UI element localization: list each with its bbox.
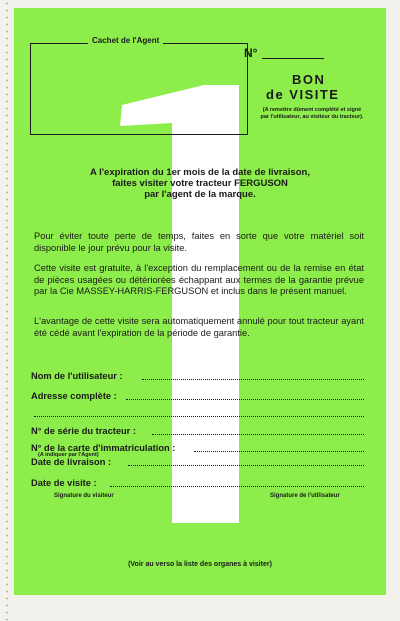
perforation-edge: [6, 0, 8, 621]
visitor-signature-label: Signature du visiteur: [54, 493, 114, 499]
user-name-field[interactable]: [142, 379, 364, 380]
registration-label: N° de la carte d'immatriculation :: [31, 443, 176, 453]
visit-date-field[interactable]: [110, 486, 364, 487]
address-field[interactable]: [126, 399, 364, 400]
delivery-date-label: Date de livraison :: [31, 457, 112, 467]
return-note-line2: par l'utilisateur, au visiteur du tracteur).: [260, 114, 364, 120]
number-field[interactable]: [262, 58, 324, 59]
visit-card: [14, 8, 386, 595]
delivery-date-field[interactable]: [128, 465, 364, 466]
serial-label: N° de série du tracteur :: [31, 426, 136, 436]
paragraph-cancellation: L'avantage de cette visite sera automatiquement annulé pour tout tracteur ayant été cédé avant l'expiration de la période de garantie.: [34, 316, 364, 338]
title-bon: BON: [292, 72, 326, 87]
expiry-line2: faites visiter votre tracteur FERGUSON: [112, 178, 288, 189]
paragraph-time: Pour éviter toute perte de temps, faites en sorte que votre matériel soit disponible le jour prévu pour la visite.: [34, 231, 364, 253]
expiry-line1: A l'expiration du 1er mois de la date de livraison,: [90, 167, 310, 178]
agent-stamp-box: [30, 43, 248, 135]
registration-field[interactable]: [194, 451, 364, 452]
paragraph-free-visit: Cette visite est gratuite, à l'exception du remplacement ou de la remise en état de pièces usagées ou détériorées échappant aux termes de la garantie prévue par la Cie MASSEY-HARRIS-FERGUSON et inclus dans le présent manuel.: [34, 263, 364, 296]
return-note: [232, 107, 392, 121]
registration-note: (A indiquer par l'Agent): [38, 452, 99, 458]
expiry-line3: par l'agent de la marque.: [144, 189, 256, 200]
footer-note: (Voir au verso la liste des organes à visiter): [128, 561, 272, 568]
user-signature-label: Signature de l'utilisateur: [270, 493, 340, 499]
expiry-notice: [14, 167, 386, 200]
visit-date-label: Date de visite :: [31, 478, 97, 488]
title-de-visite: de VISITE: [266, 87, 340, 102]
agent-stamp-label: Cachet de l'Agent: [88, 36, 163, 45]
number-label: N°: [244, 46, 258, 60]
address-field-line2[interactable]: [34, 416, 364, 417]
serial-field[interactable]: [152, 434, 364, 435]
return-note-line1: (A remettre dûment complété et signé: [262, 107, 362, 113]
user-name-label: Nom de l'utilisateur :: [31, 371, 123, 381]
address-label: Adresse complète :: [31, 391, 117, 401]
